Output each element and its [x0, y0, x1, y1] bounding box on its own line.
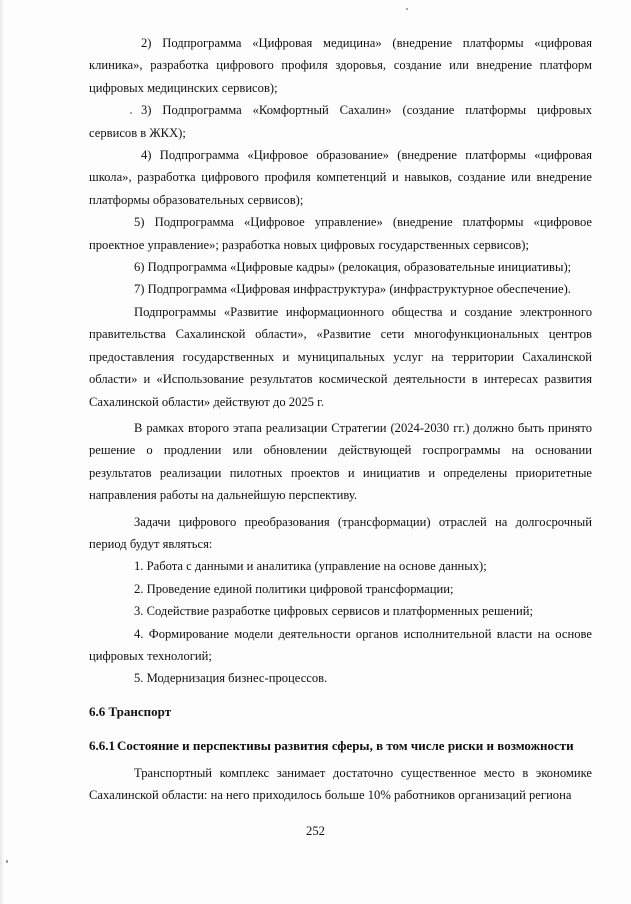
- page-body: [89, 32, 592, 807]
- task-item-2: 2. Проведение единой политики цифровой трансформации;: [134, 581, 454, 596]
- list-item-subprogram-2: 2) Подпрограмма «Цифровая медицина» (внедрение платформы «цифровая клиника», разработка цифрового профиля здоровья, создание или внедрение платформ цифровых медицинских сервисов);: [89, 36, 592, 95]
- subsection-title: Состояние и перспективы развития сферы, в том числе риски и возможности: [117, 737, 574, 753]
- scan-speck: [6, 860, 8, 863]
- list-item-subprogram-6: 6) Подпрограмма «Цифровые кадры» (релокация, образовательные инициативы);: [134, 260, 572, 275]
- subsection-heading: [89, 734, 592, 758]
- task-item-3: 3. Содействие разработке цифровых сервисов и платформенных решений;: [134, 604, 533, 619]
- subsection-number: 6.6.1: [89, 737, 115, 753]
- task-item-5: 5. Модернизация бизнес-процессов.: [134, 671, 328, 686]
- scan-speck: [406, 8, 408, 10]
- section-heading: 6.6 Транспорт: [89, 703, 172, 719]
- scan-speck: [130, 112, 132, 114]
- paragraph-tasks-intro: Задачи цифрового преобразования (трансформации) отраслей на долгосрочный период будут являться:: [89, 514, 592, 551]
- page-number: 252: [306, 824, 325, 838]
- task-item-4: 4. Формирование модели деятельности органов исполнительной власти на основе цифровых технологий;: [89, 626, 592, 663]
- list-item-subprogram-3: 3) Подпрограмма «Комфортный Сахалин» (создание платформы цифровых сервисов в ЖКХ);: [89, 103, 592, 140]
- list-item-subprogram-7: 7) Подпрограмма «Цифровая инфраструктура» (инфраструктурное обеспечение).: [134, 282, 571, 297]
- scan-edge-shadow: [0, 0, 4, 904]
- paragraph-subprograms-until-2025: Подпрограммы «Развитие информационного общества и создание электронного правительства Сахалинской области», «Развитие сети многофункциональных центров предоставления государственных и муниципальных услуг на территории Сахалинской области» и «Использование результатов космической деятельности в интересах развития Сахалинской области» действуют до 2025 г.: [89, 304, 592, 409]
- paragraph-second-stage: В рамках второго этапа реализации Стратегии (2024-2030 гг.) должно быть принято решение о продлении или обновлении действующей госпрограммы на основании результатов реализации пилотных проектов и инициатив и определены приоритетные направления работы на дальнейшую перспективу.: [89, 420, 592, 503]
- list-item-subprogram-5: 5) Подпрограмма «Цифровое управление» (внедрение платформы «цифровое проектное управление»; разработка новых цифровых государственных сервисов);: [89, 215, 592, 252]
- paragraph-transport-intro: Транспортный комплекс занимает достаточно существенное место в экономике Сахалинской области: на него приходилось больше 10% работников организаций региона: [89, 765, 592, 803]
- task-item-1: 1. Работа с данными и аналитика (управление на основе данных);: [134, 559, 487, 574]
- list-item-subprogram-4: 4) Подпрограмма «Цифровое образование» (внедрение платформы «цифровая школа», разработка цифрового профиля компетенций и навыков, создание или внедрение платформы образовательных сервисов);: [89, 148, 592, 207]
